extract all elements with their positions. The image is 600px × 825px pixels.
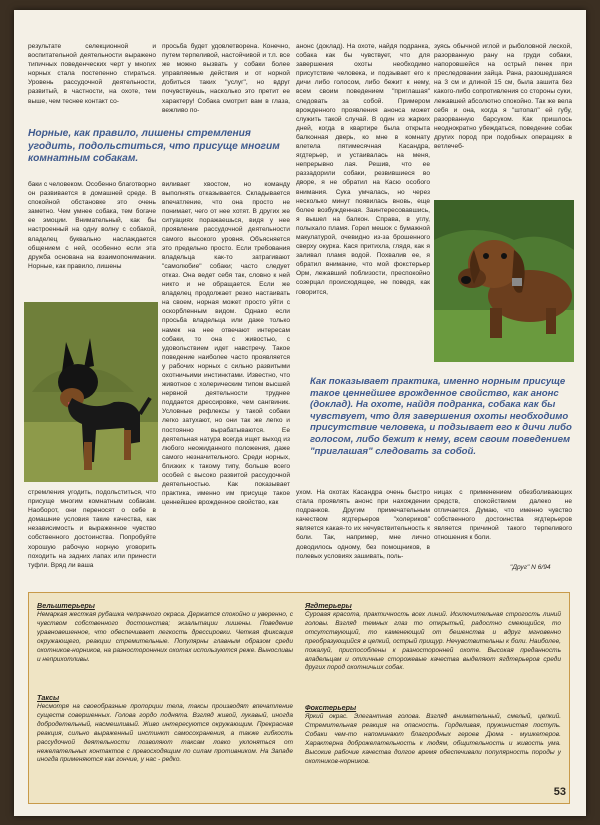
pull-quote-top: Норные, как правило, лишены стремления угодить, подольститься, что присуще многим комнатным собакам. [28, 128, 280, 165]
breed-text-jagdterrier: Суровая красота, практичность всех линий. Исключительная строгость линий головы. Взгляд темных глаз то открытый, радостно смеющийся, то отсутствующий, то каменеющий от бешенства и вдруг мгновенно преобразующийся в цепкий, острый прищур. Нечувствительны к боли. Наиболее, пожалуй, приспособлены к разносторонней охоте. Высокая преданность владельцам и отличные сторожевые качества выделяют ягдтерьеров среди других пород охотничьих собак. [305, 611, 561, 672]
col1-top-text: результате селекционной и воспитательной деятельности выражено типичных поведенческих черт у многих норных стала постепенно стираться. Уровень рассудочной деятельности, развитый, в частности, на охоте, тем выше, чем теснее контакт со- [28, 43, 156, 105]
col4-top-text: зуясь обычной иглой и рыболовной леской, разорванную рану на груди собаки, напоровшейся на острый пенек при преследовании зайца. Рана, разошедшаяся на 3 см и длиной 15 см, была зашита без какого-либо сопротивления со стороны суки, лежавшей абсолютно спокойно. Так же вела себя и она, когда я "штопал" ей губу, разорванную барсуком. Как пришлось неоднократно убеждаться, поведение собак других пород при подобных операциях в ветлечеб- [434, 43, 572, 151]
breed-text-welsh: Немаркая жесткая рубашка чепрачного окраса. Держатся спокойно и уверенно, с чувством собственного достоинства; экзальтации лишены. Поведение уравновешенное, что обеспечивает легкость дрессировки. Четкая фиксация окружающего, реакции стремительные. Популярны главным образом среди охотников-норников, на разностороннних охотах используются реже. Выносливы и неприхотливы. [37, 611, 293, 663]
col4-bottom-text: ницах с применением обезболивающих средств, спокойствием далеко не отличается. Думаю, что именно чувство собственного достоинства ягдтерьеров является причиной такого терпеливого отношения к боли. [434, 489, 572, 542]
source-citation: "Друг" N 6/94 [510, 564, 551, 571]
breed-name-welsh: Вельштерьеры [37, 601, 95, 610]
breeds-info-box [28, 592, 570, 804]
magazine-page [14, 10, 586, 816]
pinscher-dog-image [24, 302, 158, 482]
breed-name-jagdterrier: Ягдтерьеры [305, 601, 352, 610]
dog-photo-dachshund [434, 200, 574, 362]
breed-name-foxterrier: Фокстерьеры [305, 703, 357, 712]
col3-bottom-text: ухом. На охотах Касандра очень быстро стала проявлять анонс при нахождении подранков. Другим примечательным качеством ягдтерьеров "холериков" является какая-то их нечувствительность к боли. Так, например, мне лично доводилось одному, без помощников, в полевых условиях зашивать, поль- [296, 489, 430, 560]
col1-mid-text: баки с человеком. Особенно благотворно он развивается в домашней среде. В спокойной обстановке это очень заметно. Чем умнее собака, тем богаче ее эмоции. Внимательный, как бы настроенный на одну волну с собакой, владелец буквально наслаждается общением с ней, особенно если эта дружба основана на взаимопонимании. Норные, как правило, лишены [28, 181, 156, 270]
col2-mid-text: виливает хвостом, но команду выполнять отказывается. Складывается впечатление, что она просто не понимает, чего от нее хотят. В других же ситуациях поражаешься, видя у нее проявление рассудочной деятельности самого высокого уровня. Объясняется это предельно просто. Если требования владельца как-то затрагивают "самолюбие" собаки; часто следует отказ. Она ведет себя так, словно к ней никто и не обращается. Если же владелец продолжает резко настаивать на своем, норная может просто уйти с оскорбленным видом. Однако если просьба владельца или даже только намек на нее отвечают интересам собаки, то она с живостью, с удовольствием идет навстречу. Такое поведение наиболее часто проявляется у рабочих норных с сильно развитыми охотничьими инстинктами. Известно, что животное с холерическим типом высшей нервной деятельности труднее поддается дрессировке, чем сангвиник. Условные рефлексы у такой собаки легко затухают, но они так же легко и постоянно вырабатываются. Ее деятельная натура всегда ищет выход из любого неожиданного положения, даже самого незначительного. Среди норных, близких к такому типу, больше всего особей с высоко развитой рассудочной деятельностью. Как показывает практика, именно им присуще такое ценнейшее врожденное свойство, как [162, 181, 290, 507]
col1-bottom-text: стремления угодить, подольститься, что присуще многим комнатным собакам. Наоборот, они переносят о себе в домашние условия такие качества, как независимость и выраженное чувство собственного достоинства. Попробуйте хорошую рабочую норную уговорить походить на задних лапах или принести туфли. Вряд ли ваша [28, 489, 156, 569]
col2-top-text: просьба будет удовлетворена. Конечно, путем терпеливой, настойчивой и т.п. все же можно вызвать у собаки более управляемые действия и от норной добиться таких "услуг", но вдруг почувствуешь, насколько это претит ее характеру! Собака смотрит вам в глаза, вежливо по- [162, 43, 290, 114]
col3-top-text: анонс (доклад). На охоте, найдя подранка, собака как бы чувствует, что для завершения охоты необходимо присутствие человека, и подзывает его к дичи либо голосом, либо бежит к нему, всем своим поведением "приглашая" следовать за собой. Примером врожденного проявления анонса может служить такой случай. В один из жарких дней, когда в квартире была открыта балконная дверь, ко мне в комнату влетела пятимесячная Касандра, ягдтерьер, и устаивалась на меня, непрерывно лая. Решив, что ее раззадорили собаки, резвившиеся во дворе, я не обратил на Касю особого внимания. Сука умчалась, но через несколько минут появилась вновь, еще более возбужденная. Заинтересовавшись, я вышел на балкон. Справа, в углу, полыхало пламя. Горел мешок с бумажной макулатурой, очевидно из-за брошенного сверху окурка. Кася притихла, глядя, как я заливал пламя водой. Похвалив ее, я обратил внимание, что мой фокстерьер Орм, лежавший поблизости, преспокойно созерцал происходящее, не поведя, как говорится, [296, 43, 430, 296]
dachshund-dog-image [434, 200, 574, 362]
page-number: 53 [553, 786, 566, 798]
pull-quote-middle: Как показывает практика, именно норным присуще такое ценнейшее врожденное свойство, как анонс (доклад). На охоте, найдя подранка, собака как бы чувствует, что для завершения охоты необходимо присутствие человека, и подзывает его к дичи либо голосом, либо бежит к нему, всем своим поведением "приглашая" следовать за собой. [310, 376, 572, 457]
breed-text-foxterrier: Яркий окрас. Элегантная голова. Взгляд внимательный, смелый, цепкий. Стремительная реакция на опасность. Горделивая, пружинистая поступь. Собаки чем-то напоминают благородных героев Дюма - мушкетеров. Характерна доброжелательность к людям, общительность и живость ума. Высокие рабочие качества долгое время обеспечивали популярность породы у охотников-норников. [305, 713, 561, 765]
breed-name-dachshund: Таксы [37, 693, 60, 702]
dog-photo-pinscher [24, 302, 158, 482]
breed-text-dachshund: Несмотря на своеобразные пропорции тела, таксы производят впечатление существ совершенных. Голова гордо поднята. Взгляд живой, лукавый, иногда добродетельный, насмешливый. Живо интересуются окружающим. Прекрасная реакция, сильно выраженный инстинкт самосохранения, а также гибкость рассудочной деятельности позволяют таксам ловко уклоняться от нежелательных контактов с превосходящим по силам противником. На Западе иногда применяются как гончие, у нас - редко. [37, 703, 293, 764]
